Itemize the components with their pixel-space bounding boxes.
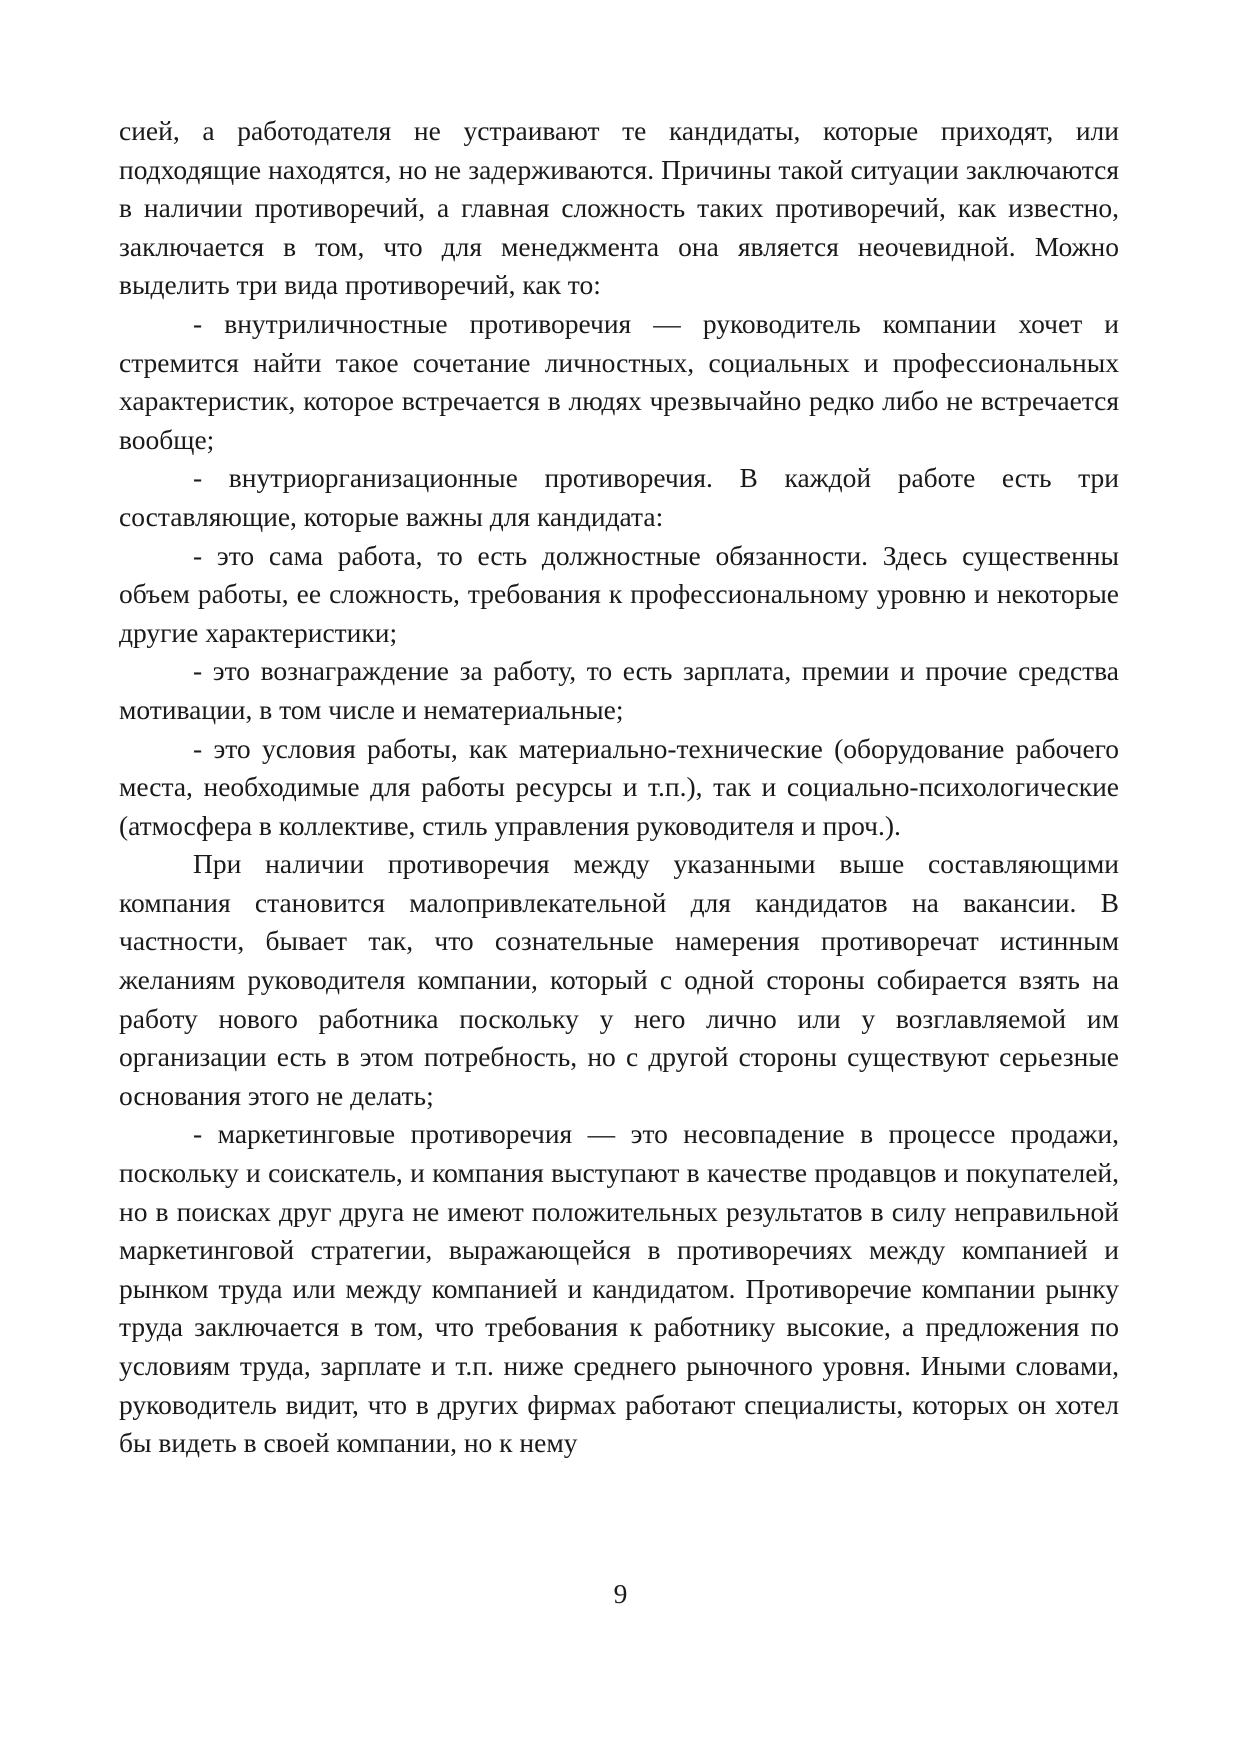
subitem-reward: - это вознаграждение за работу, то есть зарплата, премии и прочие средства мотивации, в том числе и нематериальные; xyxy=(119,655,1119,725)
subitem-work: - это сама работа, то есть должностные обязанности. Здесь существенны объем работы, ее сложность, требования к профессиональному уровню и некоторые другие характеристики; xyxy=(119,539,1119,648)
paragraph-marketing: - маркетинговые противоречия — это несовпадение в процессе продажи, поскольку и соискатель, и компания выступают в качестве продавцов и покупателей, но в поисках друг друга не имеют положительных результатов в силу неправильной маркетинговой стратегии, выражающейся в противоречиях между компанией и рынком труда или между компанией и кандидатом. Противоречие компании рынку труда заключается в том, что требования к работнику высокие, а предложения по условиям труда, зарплате и т.п. ниже среднего рыночного уровня. Иными словами, руководитель видит, что в других фирмах работают специалисты, которых он хотел бы видеть в своей компании, но к нему xyxy=(119,1118,1119,1459)
page-number: 9 xyxy=(613,1578,628,1609)
subitem-conditions: - это условия работы, как материально-технические (оборудование рабочего места, необходимые для работы ресурсы и т.п.), так и социально-психологические (атмосфера в коллективе, стиль управления руководителя и проч.). xyxy=(119,732,1119,841)
paragraph-intrapersonal: - внутриличностные противоречия — руководитель компании хочет и стремится найти такое сочетание личностных, социальных и профессиональных характеристик, которое встречается в людях чрезвычайно редко либо не встречается вообще; xyxy=(119,307,1119,455)
page-body xyxy=(119,112,1119,1463)
paragraph-continuation: сией, а работодателя не устраивают те кандидаты, которые приходят, или подходящие находятся, но не задерживаются. Причины такой ситуации заключаются в наличии противоречий, а главная сложность таких противоречий, как известно, заключается в том, что для менеджмента она является неочевидной. Можно выделить три вида противоречий, как то: xyxy=(119,115,1119,301)
paragraph-intraorganizational: - внутриорганизационные противоречия. В каждой работе есть три составляющие, которые важны для кандидата: xyxy=(119,462,1119,532)
paragraph-contradiction: При наличии противоречия между указанными выше составляющими компания становится малопривлекательной для кандидатов на вакансии. В частности, бывает так, что сознательные намерения противоречат истинным желаниям руководителя компании, который с одной стороны собирается взять на работу нового работника поскольку у него лично или у возглавляемой им организации есть в этом потребность, но с другой стороны существуют серьезные основания этого не делать; xyxy=(119,848,1119,1111)
